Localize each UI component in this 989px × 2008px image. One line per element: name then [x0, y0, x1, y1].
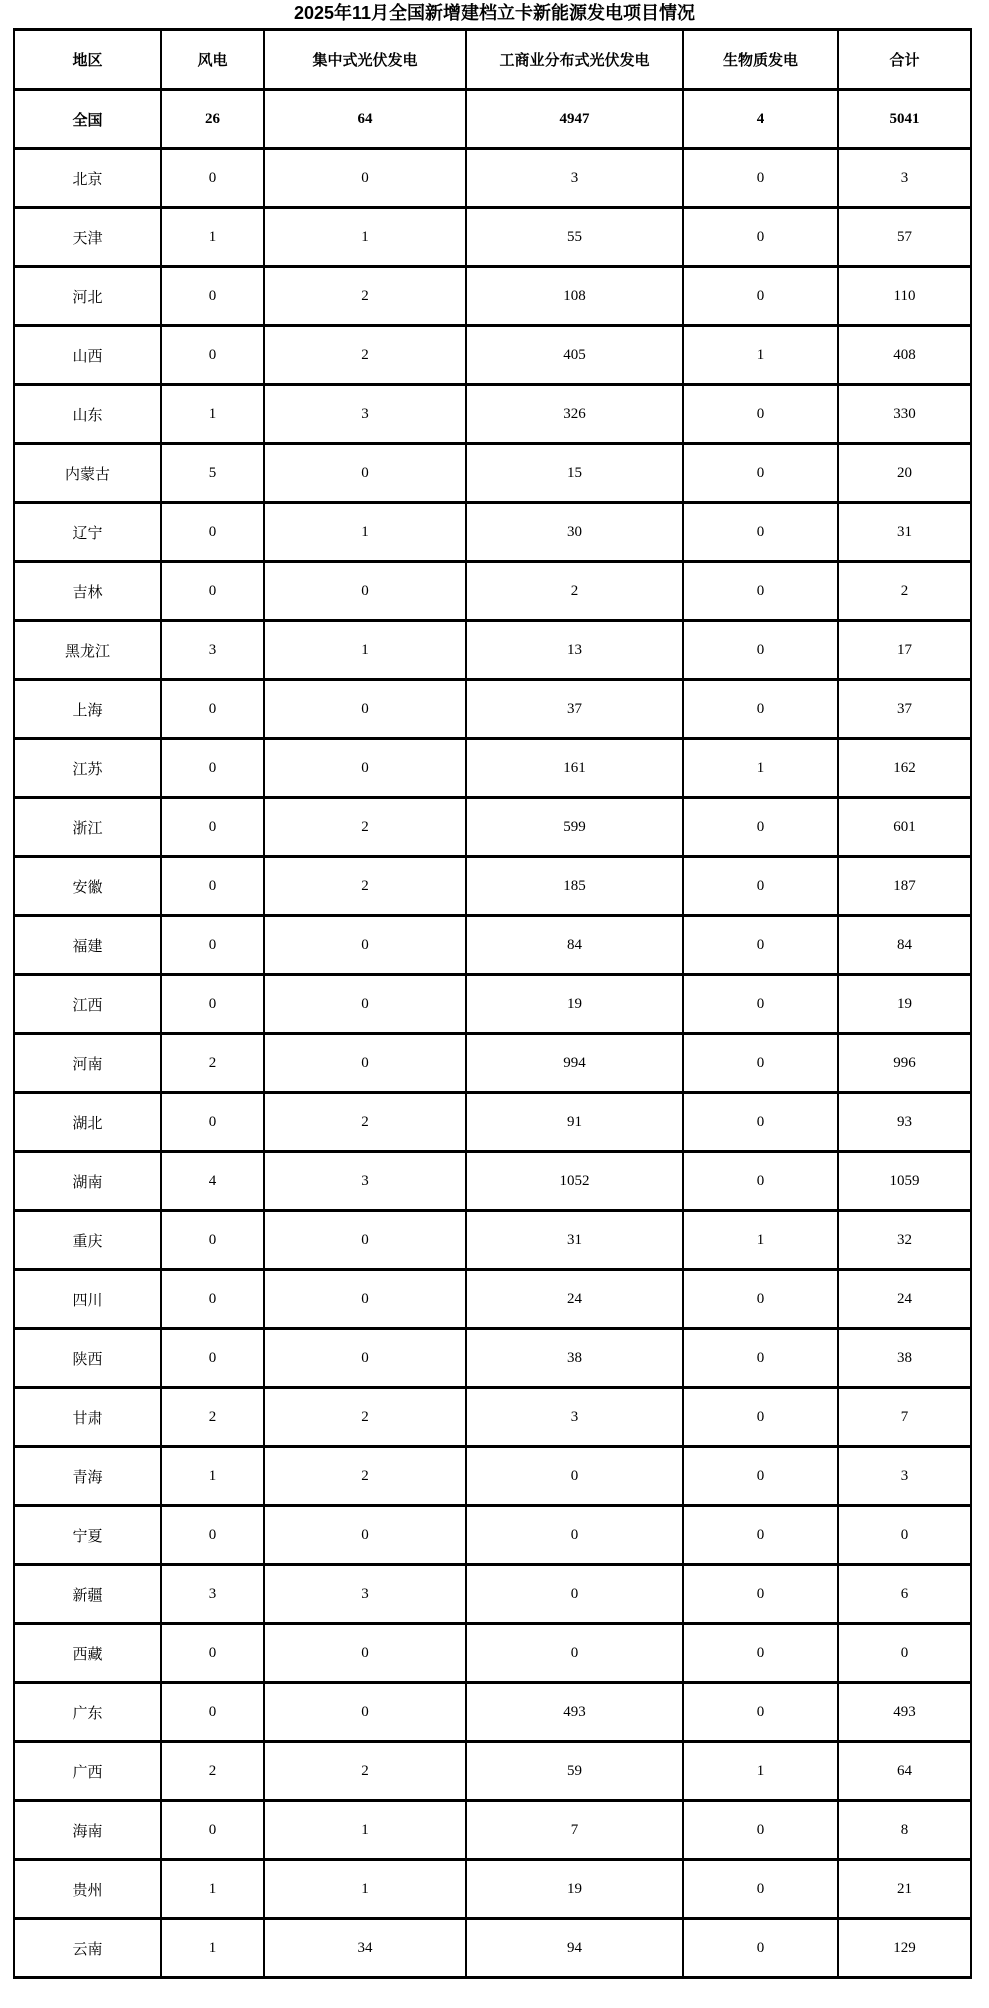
- value-cell-total: 21: [838, 1860, 971, 1919]
- value-cell-biomass: 0: [683, 1329, 838, 1388]
- value-cell-centralized-pv: 3: [264, 1565, 466, 1624]
- table-row: [14, 1919, 971, 1978]
- value-cell-wind: 0: [161, 1801, 264, 1860]
- value-cell-biomass: 0: [683, 798, 838, 857]
- value-cell-total: 408: [838, 326, 971, 385]
- value-cell-biomass: 0: [683, 1860, 838, 1919]
- value-cell-biomass: 0: [683, 1034, 838, 1093]
- value-cell-wind: 0: [161, 503, 264, 562]
- table-row: [14, 1801, 971, 1860]
- value-cell-centralized-pv: 2: [264, 857, 466, 916]
- value-cell-commercial-distributed-pv: 94: [466, 1919, 683, 1978]
- table-row: [14, 326, 971, 385]
- value-cell-biomass: 0: [683, 1683, 838, 1742]
- value-cell-total: 64: [838, 1742, 971, 1801]
- value-cell-wind: 1: [161, 1860, 264, 1919]
- region-cell: 江苏: [14, 739, 161, 798]
- value-cell-commercial-distributed-pv: 0: [466, 1447, 683, 1506]
- region-cell: 广东: [14, 1683, 161, 1742]
- value-cell-commercial-distributed-pv: 0: [466, 1565, 683, 1624]
- value-cell-commercial-distributed-pv: 185: [466, 857, 683, 916]
- table-row: [14, 1447, 971, 1506]
- value-cell-total: 37: [838, 680, 971, 739]
- value-cell-biomass: 0: [683, 975, 838, 1034]
- value-cell-commercial-distributed-pv: 405: [466, 326, 683, 385]
- value-cell-centralized-pv: 0: [264, 1329, 466, 1388]
- value-cell-centralized-pv: 2: [264, 798, 466, 857]
- table-row: [14, 1329, 971, 1388]
- region-cell: 辽宁: [14, 503, 161, 562]
- value-cell-wind: 5: [161, 444, 264, 503]
- col-header-centralized-pv: 集中式光伏发电: [264, 30, 466, 90]
- projects-table: [13, 28, 972, 1979]
- region-cell: 云南: [14, 1919, 161, 1978]
- value-cell-total: 3: [838, 1447, 971, 1506]
- table-row: [14, 208, 971, 267]
- value-cell-centralized-pv: 0: [264, 916, 466, 975]
- value-cell-commercial-distributed-pv: 4947: [466, 90, 683, 149]
- value-cell-centralized-pv: 0: [264, 1211, 466, 1270]
- value-cell-commercial-distributed-pv: 91: [466, 1093, 683, 1152]
- value-cell-wind: 0: [161, 680, 264, 739]
- value-cell-biomass: 0: [683, 503, 838, 562]
- value-cell-commercial-distributed-pv: 31: [466, 1211, 683, 1270]
- value-cell-centralized-pv: 0: [264, 1270, 466, 1329]
- value-cell-centralized-pv: 0: [264, 1034, 466, 1093]
- region-cell: 湖北: [14, 1093, 161, 1152]
- value-cell-total: 601: [838, 798, 971, 857]
- region-cell: 浙江: [14, 798, 161, 857]
- table-row: [14, 1093, 971, 1152]
- value-cell-commercial-distributed-pv: 15: [466, 444, 683, 503]
- region-cell: 北京: [14, 149, 161, 208]
- value-cell-wind: 1: [161, 208, 264, 267]
- value-cell-commercial-distributed-pv: 13: [466, 621, 683, 680]
- value-cell-commercial-distributed-pv: 599: [466, 798, 683, 857]
- value-cell-wind: 0: [161, 1270, 264, 1329]
- region-cell: 山东: [14, 385, 161, 444]
- value-cell-total: 0: [838, 1624, 971, 1683]
- table-body: [14, 90, 971, 1978]
- value-cell-biomass: 0: [683, 1447, 838, 1506]
- region-cell: 江西: [14, 975, 161, 1034]
- region-cell: 吉林: [14, 562, 161, 621]
- value-cell-total: 93: [838, 1093, 971, 1152]
- region-cell: 甘肃: [14, 1388, 161, 1447]
- region-cell: 湖南: [14, 1152, 161, 1211]
- region-cell: 安徽: [14, 857, 161, 916]
- value-cell-wind: 2: [161, 1034, 264, 1093]
- value-cell-biomass: 1: [683, 1211, 838, 1270]
- value-cell-commercial-distributed-pv: 493: [466, 1683, 683, 1742]
- value-cell-commercial-distributed-pv: 19: [466, 1860, 683, 1919]
- value-cell-total: 2: [838, 562, 971, 621]
- value-cell-total: 110: [838, 267, 971, 326]
- value-cell-commercial-distributed-pv: 3: [466, 1388, 683, 1447]
- region-cell: 广西: [14, 1742, 161, 1801]
- value-cell-total: 996: [838, 1034, 971, 1093]
- table-row: [14, 1624, 971, 1683]
- table-row: [14, 798, 971, 857]
- table-row: [14, 680, 971, 739]
- value-cell-total: 84: [838, 916, 971, 975]
- value-cell-centralized-pv: 0: [264, 680, 466, 739]
- value-cell-centralized-pv: 0: [264, 149, 466, 208]
- region-cell: 全国: [14, 90, 161, 149]
- value-cell-biomass: 0: [683, 857, 838, 916]
- value-cell-centralized-pv: 64: [264, 90, 466, 149]
- value-cell-biomass: 0: [683, 1624, 838, 1683]
- value-cell-biomass: 0: [683, 562, 838, 621]
- value-cell-total: 8: [838, 1801, 971, 1860]
- value-cell-wind: 3: [161, 621, 264, 680]
- table-row: [14, 621, 971, 680]
- value-cell-total: 187: [838, 857, 971, 916]
- value-cell-centralized-pv: 2: [264, 326, 466, 385]
- value-cell-biomass: 0: [683, 680, 838, 739]
- value-cell-wind: 0: [161, 975, 264, 1034]
- value-cell-commercial-distributed-pv: 37: [466, 680, 683, 739]
- value-cell-commercial-distributed-pv: 994: [466, 1034, 683, 1093]
- table-row: [14, 385, 971, 444]
- col-header-wind: 风电: [161, 30, 264, 90]
- value-cell-wind: 0: [161, 1506, 264, 1565]
- value-cell-centralized-pv: 34: [264, 1919, 466, 1978]
- value-cell-centralized-pv: 1: [264, 1801, 466, 1860]
- value-cell-commercial-distributed-pv: 55: [466, 208, 683, 267]
- value-cell-biomass: 0: [683, 1565, 838, 1624]
- value-cell-commercial-distributed-pv: 108: [466, 267, 683, 326]
- value-cell-centralized-pv: 0: [264, 1683, 466, 1742]
- value-cell-biomass: 0: [683, 385, 838, 444]
- region-cell: 河北: [14, 267, 161, 326]
- value-cell-wind: 1: [161, 1919, 264, 1978]
- value-cell-biomass: 0: [683, 621, 838, 680]
- region-cell: 福建: [14, 916, 161, 975]
- region-cell: 山西: [14, 326, 161, 385]
- value-cell-wind: 0: [161, 267, 264, 326]
- value-cell-total: 5041: [838, 90, 971, 149]
- value-cell-biomass: 0: [683, 1093, 838, 1152]
- table-row: [14, 1152, 971, 1211]
- value-cell-total: 38: [838, 1329, 971, 1388]
- table-row: [14, 444, 971, 503]
- value-cell-commercial-distributed-pv: 84: [466, 916, 683, 975]
- table-row: [14, 857, 971, 916]
- value-cell-centralized-pv: 2: [264, 1388, 466, 1447]
- region-cell: 天津: [14, 208, 161, 267]
- value-cell-total: 31: [838, 503, 971, 562]
- value-cell-biomass: 0: [683, 1919, 838, 1978]
- region-cell: 海南: [14, 1801, 161, 1860]
- region-cell: 四川: [14, 1270, 161, 1329]
- value-cell-commercial-distributed-pv: 2: [466, 562, 683, 621]
- value-cell-total: 7: [838, 1388, 971, 1447]
- table-row: [14, 149, 971, 208]
- value-cell-total: 17: [838, 621, 971, 680]
- value-cell-centralized-pv: 3: [264, 1152, 466, 1211]
- value-cell-commercial-distributed-pv: 30: [466, 503, 683, 562]
- value-cell-total: 32: [838, 1211, 971, 1270]
- value-cell-total: 24: [838, 1270, 971, 1329]
- value-cell-biomass: 0: [683, 1801, 838, 1860]
- col-header-total: 合计: [838, 30, 971, 90]
- value-cell-commercial-distributed-pv: 59: [466, 1742, 683, 1801]
- value-cell-wind: 0: [161, 739, 264, 798]
- value-cell-biomass: 0: [683, 916, 838, 975]
- value-cell-centralized-pv: 1: [264, 1860, 466, 1919]
- value-cell-total: 162: [838, 739, 971, 798]
- value-cell-centralized-pv: 1: [264, 208, 466, 267]
- value-cell-wind: 0: [161, 1624, 264, 1683]
- region-cell: 河南: [14, 1034, 161, 1093]
- value-cell-total: 493: [838, 1683, 971, 1742]
- value-cell-biomass: 1: [683, 739, 838, 798]
- value-cell-wind: 2: [161, 1388, 264, 1447]
- region-cell: 黑龙江: [14, 621, 161, 680]
- value-cell-wind: 26: [161, 90, 264, 149]
- value-cell-biomass: 1: [683, 326, 838, 385]
- value-cell-biomass: 0: [683, 444, 838, 503]
- table-row: [14, 1683, 971, 1742]
- value-cell-centralized-pv: 0: [264, 562, 466, 621]
- value-cell-wind: 1: [161, 1447, 264, 1506]
- region-cell: 贵州: [14, 1860, 161, 1919]
- value-cell-biomass: 0: [683, 1152, 838, 1211]
- value-cell-wind: 0: [161, 916, 264, 975]
- value-cell-biomass: 0: [683, 149, 838, 208]
- value-cell-commercial-distributed-pv: 0: [466, 1506, 683, 1565]
- total-row: [14, 90, 971, 149]
- value-cell-biomass: 0: [683, 267, 838, 326]
- table-row: [14, 1270, 971, 1329]
- region-cell: 西藏: [14, 1624, 161, 1683]
- value-cell-biomass: 0: [683, 1388, 838, 1447]
- value-cell-commercial-distributed-pv: 24: [466, 1270, 683, 1329]
- value-cell-centralized-pv: 1: [264, 503, 466, 562]
- value-cell-centralized-pv: 3: [264, 385, 466, 444]
- value-cell-centralized-pv: 2: [264, 1742, 466, 1801]
- value-cell-wind: 1: [161, 385, 264, 444]
- table-row: [14, 1506, 971, 1565]
- value-cell-biomass: 1: [683, 1742, 838, 1801]
- value-cell-centralized-pv: 0: [264, 1624, 466, 1683]
- table-row: [14, 1034, 971, 1093]
- value-cell-centralized-pv: 2: [264, 1093, 466, 1152]
- value-cell-commercial-distributed-pv: 3: [466, 149, 683, 208]
- value-cell-wind: 0: [161, 1683, 264, 1742]
- value-cell-total: 6: [838, 1565, 971, 1624]
- region-cell: 青海: [14, 1447, 161, 1506]
- value-cell-total: 129: [838, 1919, 971, 1978]
- col-header-region: 地区: [14, 30, 161, 90]
- value-cell-centralized-pv: 1: [264, 621, 466, 680]
- table-row: [14, 739, 971, 798]
- value-cell-wind: 4: [161, 1152, 264, 1211]
- value-cell-centralized-pv: 0: [264, 444, 466, 503]
- region-cell: 内蒙古: [14, 444, 161, 503]
- region-cell: 重庆: [14, 1211, 161, 1270]
- value-cell-total: 330: [838, 385, 971, 444]
- region-cell: 上海: [14, 680, 161, 739]
- col-header-biomass: 生物质发电: [683, 30, 838, 90]
- value-cell-commercial-distributed-pv: 38: [466, 1329, 683, 1388]
- value-cell-commercial-distributed-pv: 19: [466, 975, 683, 1034]
- value-cell-wind: 2: [161, 1742, 264, 1801]
- table-title: 2025年11月全国新增建档立卡新能源发电项目情况: [293, 3, 696, 23]
- value-cell-wind: 0: [161, 798, 264, 857]
- value-cell-total: 19: [838, 975, 971, 1034]
- value-cell-commercial-distributed-pv: 1052: [466, 1152, 683, 1211]
- value-cell-total: 3: [838, 149, 971, 208]
- value-cell-total: 20: [838, 444, 971, 503]
- value-cell-centralized-pv: 0: [264, 975, 466, 1034]
- table-header: [14, 30, 971, 90]
- table-row: [14, 975, 971, 1034]
- value-cell-total: 57: [838, 208, 971, 267]
- value-cell-biomass: 0: [683, 208, 838, 267]
- region-cell: 新疆: [14, 1565, 161, 1624]
- header-row: [14, 30, 971, 90]
- value-cell-commercial-distributed-pv: 326: [466, 385, 683, 444]
- value-cell-centralized-pv: 2: [264, 1447, 466, 1506]
- value-cell-commercial-distributed-pv: 0: [466, 1624, 683, 1683]
- value-cell-biomass: 0: [683, 1270, 838, 1329]
- value-cell-wind: 3: [161, 1565, 264, 1624]
- region-cell: 宁夏: [14, 1506, 161, 1565]
- value-cell-centralized-pv: 0: [264, 1506, 466, 1565]
- table-row: [14, 916, 971, 975]
- table-row: [14, 503, 971, 562]
- table-row: [14, 1860, 971, 1919]
- value-cell-total: 0: [838, 1506, 971, 1565]
- value-cell-biomass: 0: [683, 1506, 838, 1565]
- value-cell-centralized-pv: 0: [264, 739, 466, 798]
- table-row: [14, 1388, 971, 1447]
- value-cell-wind: 0: [161, 1093, 264, 1152]
- value-cell-commercial-distributed-pv: 161: [466, 739, 683, 798]
- col-header-commercial-distributed-pv: 工商业分布式光伏发电: [466, 30, 683, 90]
- table-row: [14, 1565, 971, 1624]
- table-row: [14, 1211, 971, 1270]
- value-cell-commercial-distributed-pv: 7: [466, 1801, 683, 1860]
- value-cell-wind: 0: [161, 857, 264, 916]
- table-row: [14, 267, 971, 326]
- value-cell-biomass: 4: [683, 90, 838, 149]
- table-row: [14, 562, 971, 621]
- table-row: [14, 1742, 971, 1801]
- value-cell-wind: 0: [161, 326, 264, 385]
- region-cell: 陕西: [14, 1329, 161, 1388]
- value-cell-wind: 0: [161, 149, 264, 208]
- value-cell-centralized-pv: 2: [264, 267, 466, 326]
- value-cell-wind: 0: [161, 562, 264, 621]
- value-cell-wind: 0: [161, 1329, 264, 1388]
- value-cell-total: 1059: [838, 1152, 971, 1211]
- value-cell-wind: 0: [161, 1211, 264, 1270]
